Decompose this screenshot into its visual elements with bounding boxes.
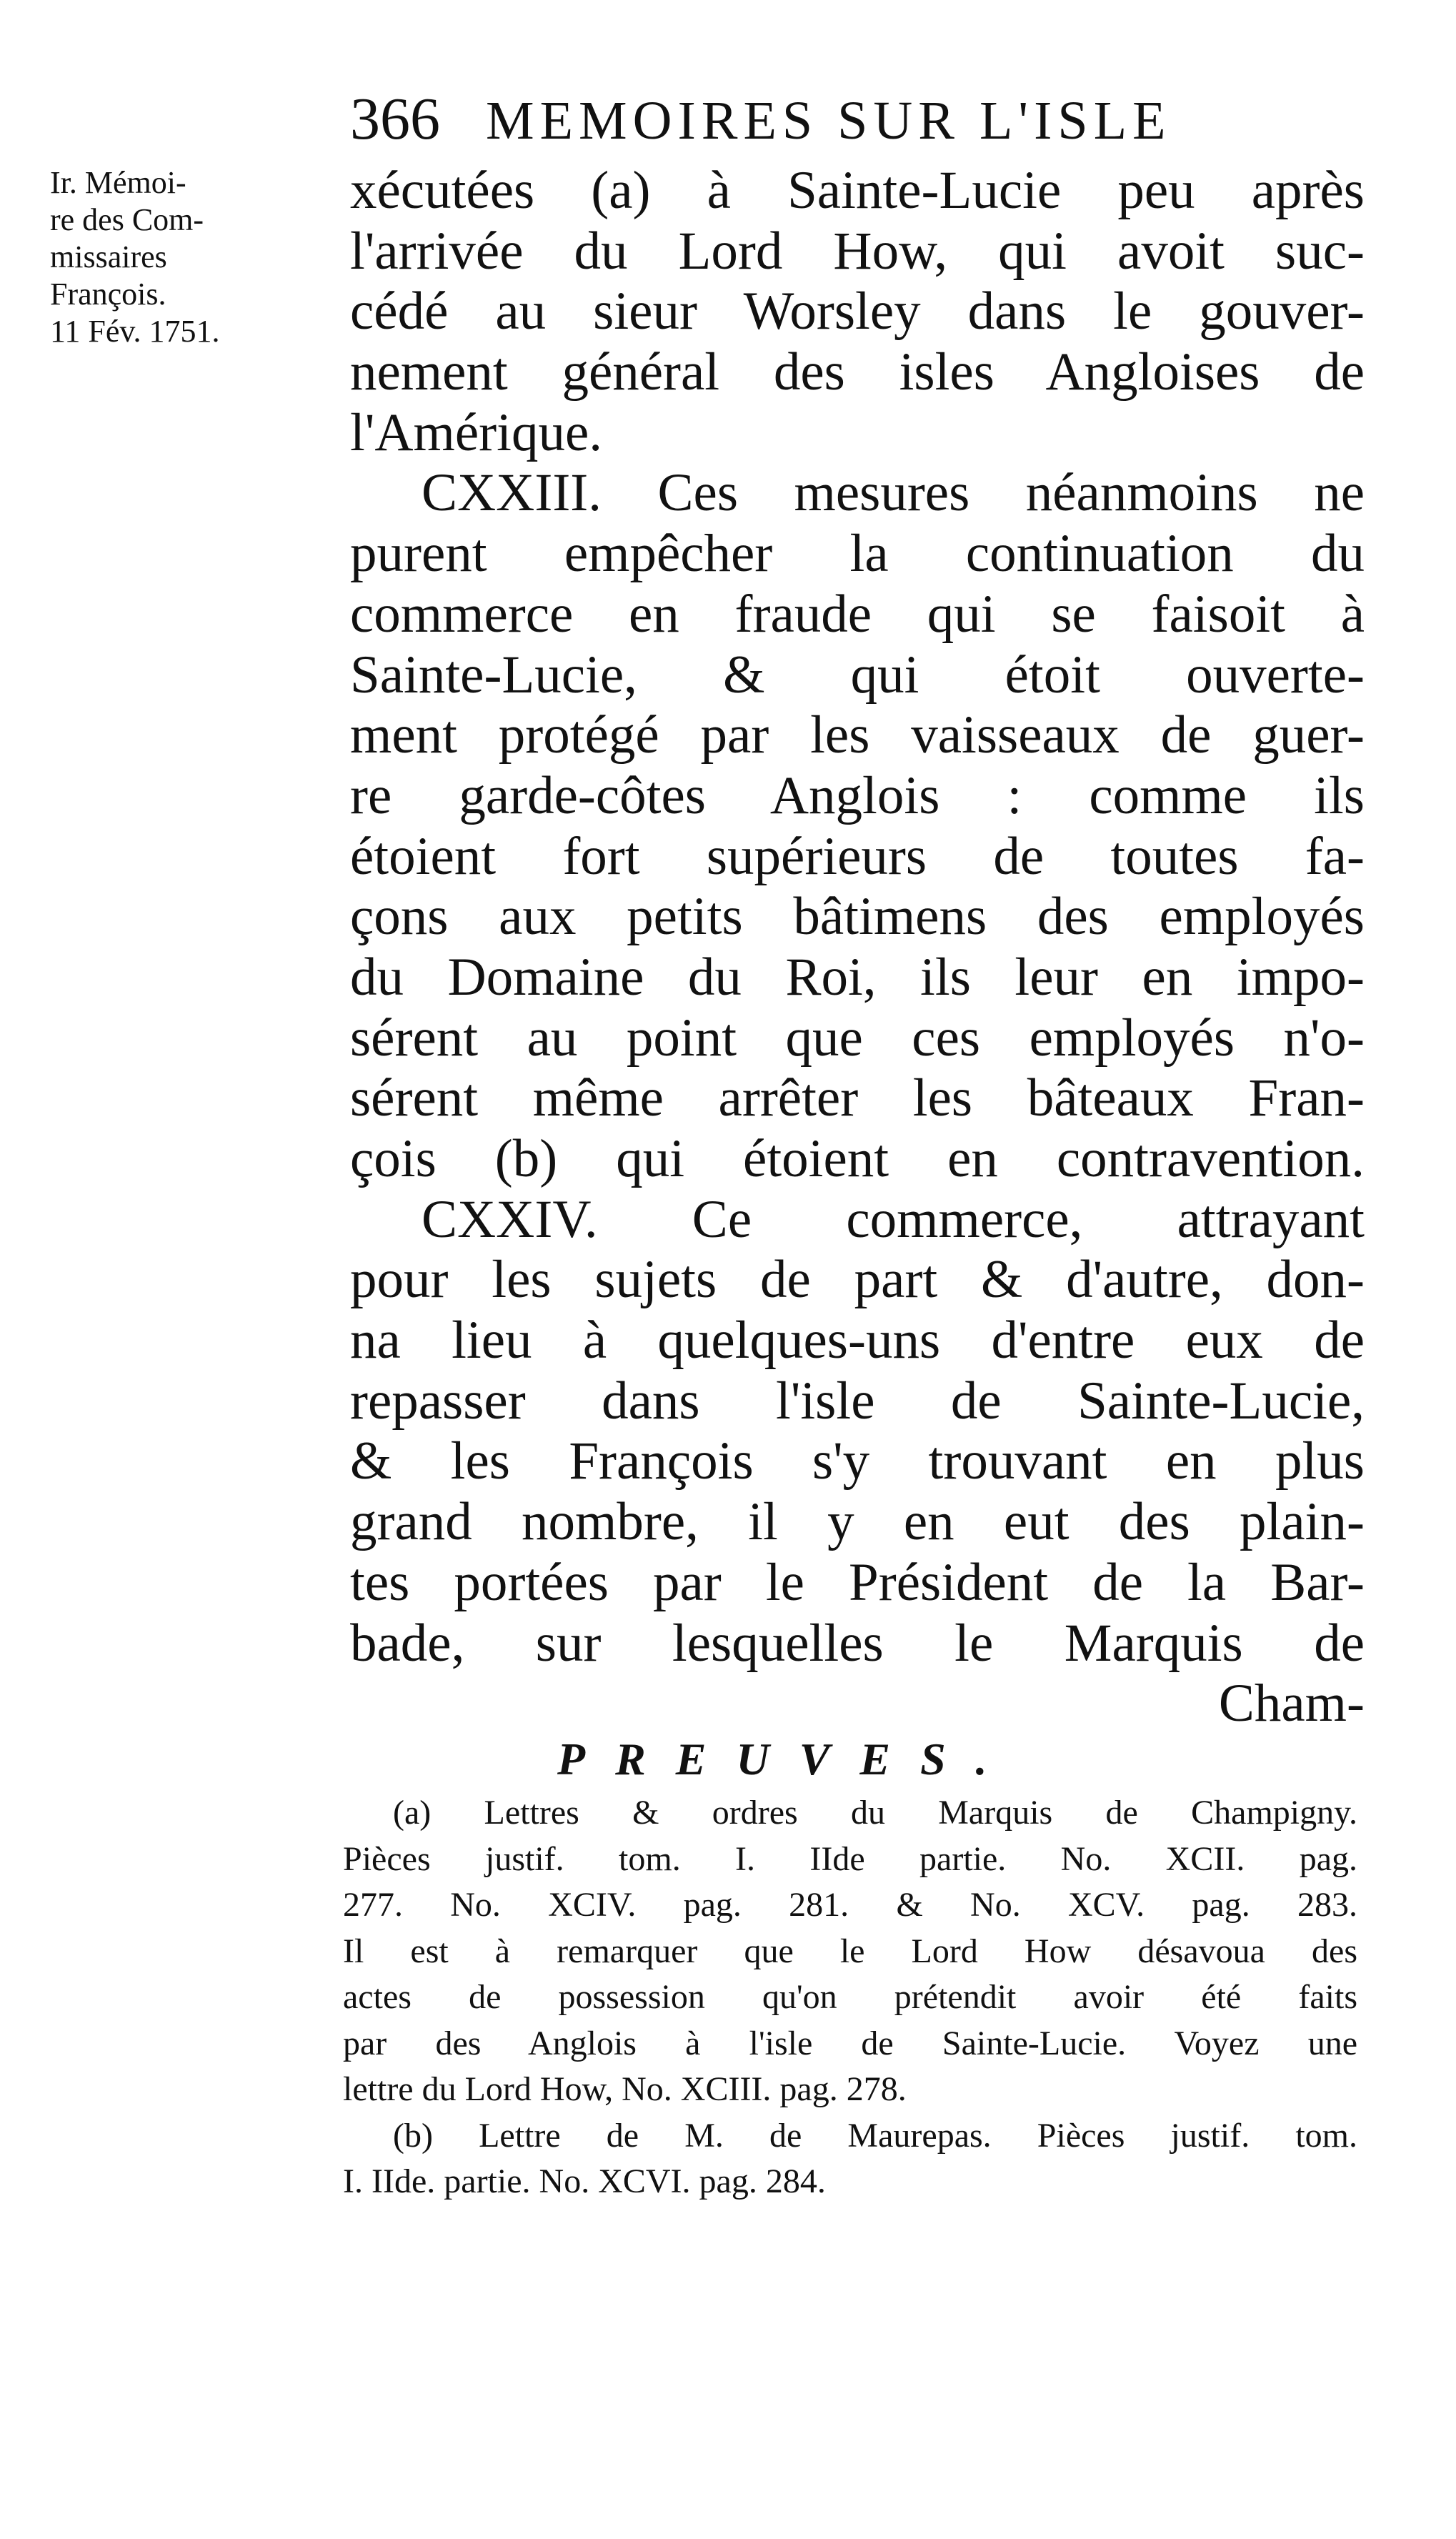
paragraph-cxxiv-start: CXXIV. Ce commerce, attrayant [422, 1189, 1365, 1249]
body-line: grand nombre, il y en eut des plain- [350, 1492, 1365, 1552]
paragraph-cxxiii-start: CXXIII. Ces mesures néanmoins ne [422, 463, 1365, 523]
body-line: cédé au sieur Worsley dans le gouver- [350, 282, 1365, 342]
body-line: Sainte-Lucie, & qui étoit ouverte- [350, 645, 1365, 705]
footnote-line: par des Anglois à l'isle de Sainte-Lucie. Voyez une [343, 2024, 1357, 2062]
body-line: l'Amérique. [350, 402, 602, 462]
body-line: bade, sur lesquelles le Marquis de [350, 1613, 1365, 1673]
page-number: 366 [350, 86, 440, 152]
margin-note [50, 164, 357, 350]
body-text [350, 161, 1365, 1734]
footnote-line: Il est à remarquer que le Lord How désavoua des [343, 1932, 1357, 1970]
running-header [350, 84, 1350, 153]
catchword: Cham- [1218, 1674, 1365, 1734]
body-line: sérent au point que ces employés n'o- [350, 1008, 1365, 1068]
body-line: & les François s'y trouvant en plus [350, 1431, 1365, 1491]
footnote-b: (b) Lettre de M. de Maurepas. Pièces justif. tom. [393, 2116, 1357, 2155]
body-line: çons aux petits bâtimens des employés [350, 887, 1365, 947]
body-line: na lieu à quelques-uns d'entre eux de [350, 1311, 1365, 1371]
footnote-line: I. IIde. partie. No. XCVI. pag. 284. [343, 2162, 826, 2200]
footnote-line: actes de possession qu'on prétendit avoir été faits [343, 1978, 1357, 2016]
body-line: nement général des isles Angloises de [350, 342, 1365, 402]
margin-note-line: missaires [50, 239, 167, 274]
margin-note-line: re des Com- [50, 202, 204, 237]
body-line: pour les sujets de part & d'autre, don- [350, 1250, 1365, 1310]
margin-note-line: Ir. Mémoi- [50, 165, 186, 200]
body-line: tes portées par le Président de la Bar- [350, 1552, 1365, 1612]
body-line: re garde-côtes Anglois : comme ils [350, 765, 1365, 825]
margin-note-line: 11 Fév. 1751. [50, 314, 220, 349]
footnote-line: Pièces justif. tom. I. IIde partie. No. XCII. pag. [343, 1839, 1357, 1878]
body-line: repasser dans l'isle de Sainte-Lucie, [350, 1371, 1365, 1431]
body-line: çois (b) qui étoient en contravention. [350, 1129, 1365, 1188]
footnote-line: lettre du Lord How, No. XCIII. pag. 278. [343, 2070, 907, 2108]
body-line: l'arrivée du Lord How, qui avoit suc- [350, 221, 1365, 281]
running-title: MEMOIRES SUR L'ISLE [486, 91, 1172, 151]
body-line: du Domaine du Roi, ils leur en impo- [350, 947, 1365, 1007]
body-line: sérent même arrêter les bâteaux Fran- [350, 1068, 1365, 1128]
footnote-line: 277. No. XCIV. pag. 281. & No. XCV. pag. 283. [343, 1886, 1357, 1924]
proofs-notes [343, 1790, 1357, 2205]
margin-note-line: François. [50, 277, 166, 312]
body-line: étoient fort supérieurs de toutes fa- [350, 826, 1365, 886]
body-line: commerce en fraude qui se faisoit à [350, 584, 1365, 644]
body-line: xécutées (a) à Sainte-Lucie peu après [350, 161, 1365, 220]
footnote-a: (a) Lettres & ordres du Marquis de Champigny. [393, 1794, 1357, 1832]
body-line: ment protégé par les vaisseaux de guer- [350, 705, 1365, 765]
body-line: purent empêcher la continuation du [350, 524, 1365, 584]
proofs-heading: PREUVES. [557, 1734, 1017, 1784]
